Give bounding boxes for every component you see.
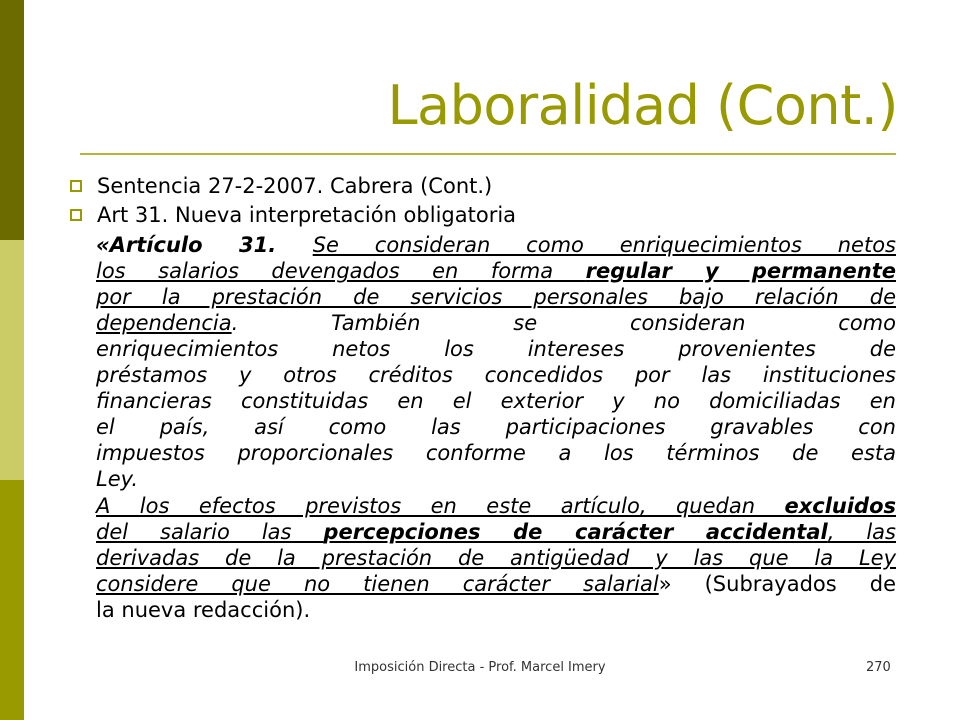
page-number: 270 bbox=[866, 660, 891, 675]
side-bar-olive bbox=[0, 480, 24, 720]
exclusion-paragraph: A los efectos previstos en este artículo, quedan excluidos del salario las percepciones de carácter accidental, las derivadas de la prestación de antigüedad y las que la Ley considere que no tienen carácter salarial» (Subrayados de la nueva redacción). bbox=[96, 494, 896, 622]
footer-text: Imposición Directa - Prof. Marcel Imery bbox=[354, 660, 606, 675]
article-quote: «Artículo 31. Se consideran como enriquecimientos netos los salarios devengados en forma regular y permanente por la prestación de servicios personales bajo relación de dependencia. También se consideran como enriquecimientos netos los intereses provenientes de préstamos y otros créditos concedidos por las instituciones financieras constituidas en el exterior y no domiciliadas en el país, así como las participaciones gravables con impuestos proporcionales conforme a los términos de esta Ley. bbox=[96, 233, 896, 491]
bullet-text: Sentencia 27-2-2007. Cabrera (Cont.) bbox=[97, 174, 493, 198]
side-bar-dark bbox=[0, 0, 24, 240]
square-bullet-icon bbox=[70, 180, 82, 192]
bullet-text: Art 31. Nueva interpretación obligatoria bbox=[97, 203, 517, 227]
article-heading: «Artículo 31. bbox=[96, 233, 313, 257]
square-bullet-icon bbox=[70, 209, 82, 221]
title-divider bbox=[80, 153, 896, 155]
side-bar-light bbox=[0, 240, 24, 480]
slide-title: Laboralidad (Cont.) bbox=[387, 74, 898, 137]
